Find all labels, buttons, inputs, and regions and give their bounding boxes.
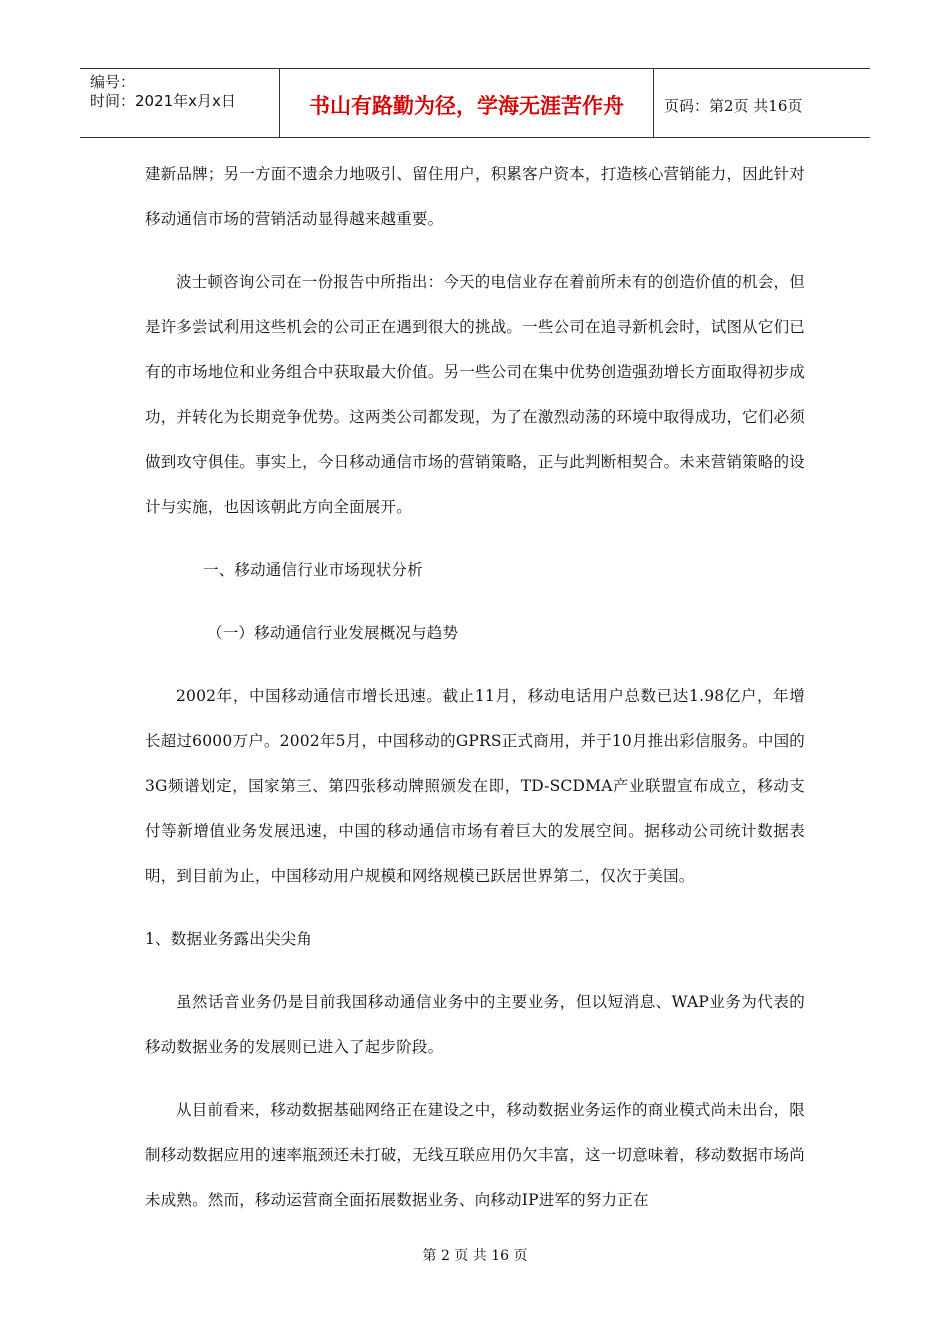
paragraph-data-services: 虽然话音业务仍是目前我国移动通信业务中的主要业务，但以短消息、WAP业务为代表的移动数据业务的发展则已进入了起步阶段。 (145, 993, 805, 1056)
section-heading: 一、移动通信行业市场现状分析 (203, 561, 423, 579)
document-number-label: 编号： (90, 73, 136, 91)
header-meta (80, 69, 280, 137)
header-motto: 书山有路勤为径，学海无涯苦作舟 (280, 69, 654, 137)
paragraph-bcg-report: 波士顿咨询公司在一份报告中所指出：今天的电信业存在着前所未有的创造价值的机会，但是许多尝试利用这些机会的公司正在遇到很大的挑战。一些公司在追寻新机会时，试图从它们已有的市场地位和业务组合中获取最大价值。另一些公司在集中优势创造强劲增长方面取得初步成功，并转化为长期竞争优势。这两类公司都发现，为了在激烈动荡的环境中取得成功，它们必须做到攻守俱佳。事实上，今日移动通信市场的营销策略，正与此判断相契合。未来营销策略的设计与实施，也因该朝此方向全面展开。 (145, 273, 805, 516)
item-heading: 1、数据业务露出尖尖角 (145, 930, 313, 948)
document-date: 时间：2021年x月x日 (90, 92, 236, 110)
header-page-info: 页码：第2页 共16页 (664, 96, 803, 115)
subsection-heading: （一）移动通信行业发展概况与趋势 (207, 624, 459, 642)
paragraph-current-outlook: 从目前看来，移动数据基础网络正在建设之中，移动数据业务运作的商业模式尚未出台，限制移动数据应用的速率瓶颈还未打破，无线互联应用仍欠丰富，这一切意味着，移动数据市场尚未成熟。然而，移动运营商全面拓展数据业务、向移动IP进军的努力正在 (145, 1101, 805, 1209)
document-body (145, 152, 805, 1223)
page-header (80, 68, 870, 138)
page-footer: 第 2 页 共 16 页 (422, 1248, 528, 1264)
paragraph-continuation: 建新品牌；另一方面不遗余力地吸引、留住用户，积累客户资本，打造核心营销能力，因此针对移动通信市场的营销活动显得越来越重要。 (145, 165, 805, 228)
paragraph-market-growth: 2002年，中国移动通信市增长迅速。截止11月，移动电话用户总数已达1.98亿户，年增长超过6000万户。2002年5月，中国移动的GPRS正式商用，并于10月推出彩信服务。中国的3G频谱划定，国家第三、第四张移动牌照颁发在即，TD-SCDMA产业联盟宣布成立，移动支付等新增值业务发展迅速，中国的移动通信市场有着巨大的发展空间。据移动公司统计数据表明，到目前为止，中国移动用户规模和网络规模已跃居世界第二，仅次于美国。 (145, 687, 805, 885)
